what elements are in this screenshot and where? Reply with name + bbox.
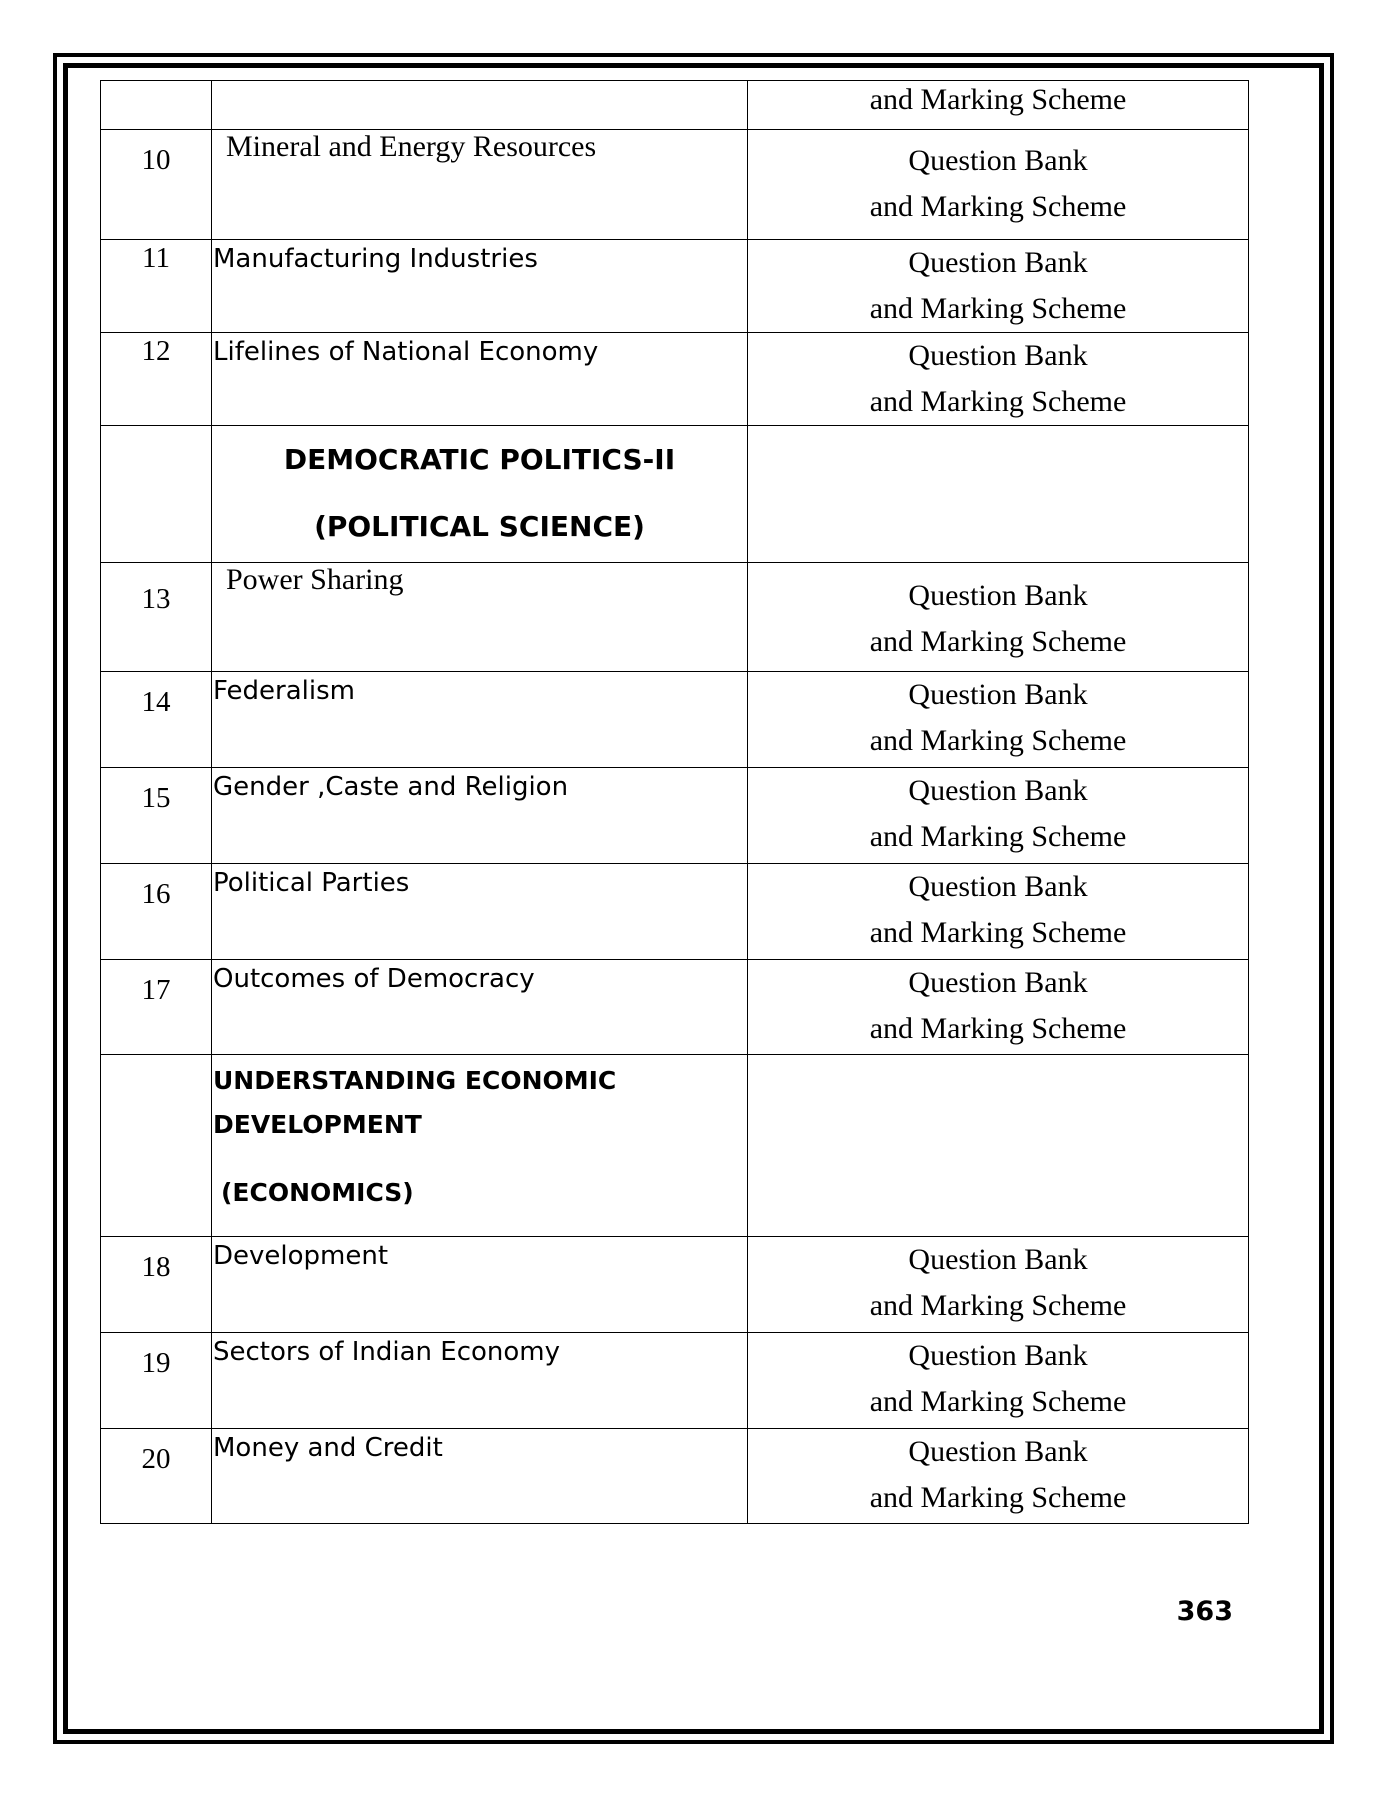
row-resource: [748, 333, 1249, 426]
row-topic: [212, 81, 748, 130]
row-number: 10: [101, 130, 212, 240]
table-row: [101, 1237, 1249, 1333]
row-number-empty: [101, 1055, 212, 1237]
row-number: [101, 81, 212, 130]
table-row: [101, 864, 1249, 960]
page-number: 363: [1176, 1596, 1233, 1627]
row-topic: Federalism: [212, 672, 748, 768]
row-resource: [748, 81, 1249, 130]
resource-line-1: Question Bank: [908, 144, 1088, 177]
table-row: [101, 563, 1249, 672]
resource-line-1: Question Bank: [908, 678, 1088, 711]
row-number-empty: [101, 426, 212, 563]
contents-table: [100, 80, 1249, 1524]
resource-line-1: Question Bank: [908, 1243, 1088, 1276]
table-row: [101, 81, 1249, 130]
row-resource-empty: [748, 426, 1249, 563]
section-title-line-2: (POLITICAL SCIENCE): [314, 510, 645, 543]
section-heading: [212, 1055, 748, 1237]
resource-line-1: Question Bank: [908, 339, 1088, 372]
resource-line-2: and Marking Scheme: [869, 190, 1127, 223]
row-resource: [748, 1429, 1249, 1524]
row-topic: Development: [212, 1237, 748, 1333]
row-resource: [748, 240, 1249, 333]
row-topic: Power Sharing: [212, 563, 748, 672]
resource-line-1: Question Bank: [908, 966, 1088, 999]
section-title-line-3: (ECONOMICS): [221, 1178, 414, 1207]
section-heading: [212, 426, 748, 563]
table-row: [101, 1429, 1249, 1524]
section-title-line-2: DEVELOPMENT: [213, 1110, 422, 1139]
resource-line-2: and Marking Scheme: [869, 820, 1127, 853]
row-number: 16: [101, 864, 212, 960]
resource-line-2: and Marking Scheme: [869, 625, 1127, 658]
table-row: [101, 240, 1249, 333]
row-number: 13: [101, 563, 212, 672]
row-number: 19: [101, 1333, 212, 1429]
table-row: [101, 333, 1249, 426]
row-resource-empty: [748, 1055, 1249, 1237]
resource-line-2: and Marking Scheme: [869, 83, 1127, 116]
table-row: [101, 960, 1249, 1055]
row-number: 14: [101, 672, 212, 768]
row-topic: Manufacturing Industries: [212, 240, 748, 333]
resource-line-2: and Marking Scheme: [869, 385, 1127, 418]
row-topic: Mineral and Energy Resources: [212, 130, 748, 240]
resource-line-2: and Marking Scheme: [869, 916, 1127, 949]
row-resource: [748, 768, 1249, 864]
section-row-economics: [101, 1055, 1249, 1237]
section-row-political-science: [101, 426, 1249, 563]
row-number: 18: [101, 1237, 212, 1333]
row-topic: Money and Credit: [212, 1429, 748, 1524]
row-resource: [748, 563, 1249, 672]
table-row: [101, 672, 1249, 768]
row-resource: [748, 1333, 1249, 1429]
resource-line-1: Question Bank: [908, 1435, 1088, 1468]
row-topic: Outcomes of Democracy: [212, 960, 748, 1055]
row-number: 12: [101, 333, 212, 426]
resource-line-1: Question Bank: [908, 774, 1088, 807]
section-title-line-1: DEMOCRATIC POLITICS-II: [283, 443, 676, 476]
row-resource: [748, 130, 1249, 240]
resource-line-2: and Marking Scheme: [869, 1385, 1127, 1418]
section-title-line-1: UNDERSTANDING ECONOMIC: [213, 1066, 617, 1095]
row-number: 11: [101, 240, 212, 333]
resource-line-2: and Marking Scheme: [869, 1289, 1127, 1322]
row-topic: Sectors of Indian Economy: [212, 1333, 748, 1429]
row-resource: [748, 672, 1249, 768]
resource-line-1: Question Bank: [908, 246, 1088, 279]
resource-line-1: Question Bank: [908, 1339, 1088, 1372]
row-resource: [748, 1237, 1249, 1333]
row-number: 17: [101, 960, 212, 1055]
row-topic: Lifelines of National Economy: [212, 333, 748, 426]
table-row: [101, 768, 1249, 864]
resource-line-2: and Marking Scheme: [869, 1481, 1127, 1514]
row-number: 15: [101, 768, 212, 864]
table-row: [101, 130, 1249, 240]
row-resource: [748, 864, 1249, 960]
row-number: 20: [101, 1429, 212, 1524]
resource-line-2: and Marking Scheme: [869, 292, 1127, 325]
resource-line-2: and Marking Scheme: [869, 724, 1127, 757]
row-resource: [748, 960, 1249, 1055]
resource-line-2: and Marking Scheme: [869, 1012, 1127, 1045]
resource-line-1: Question Bank: [908, 579, 1088, 612]
row-topic: Political Parties: [212, 864, 748, 960]
row-topic: Gender ,Caste and Religion: [212, 768, 748, 864]
resource-line-1: Question Bank: [908, 870, 1088, 903]
table-row: [101, 1333, 1249, 1429]
